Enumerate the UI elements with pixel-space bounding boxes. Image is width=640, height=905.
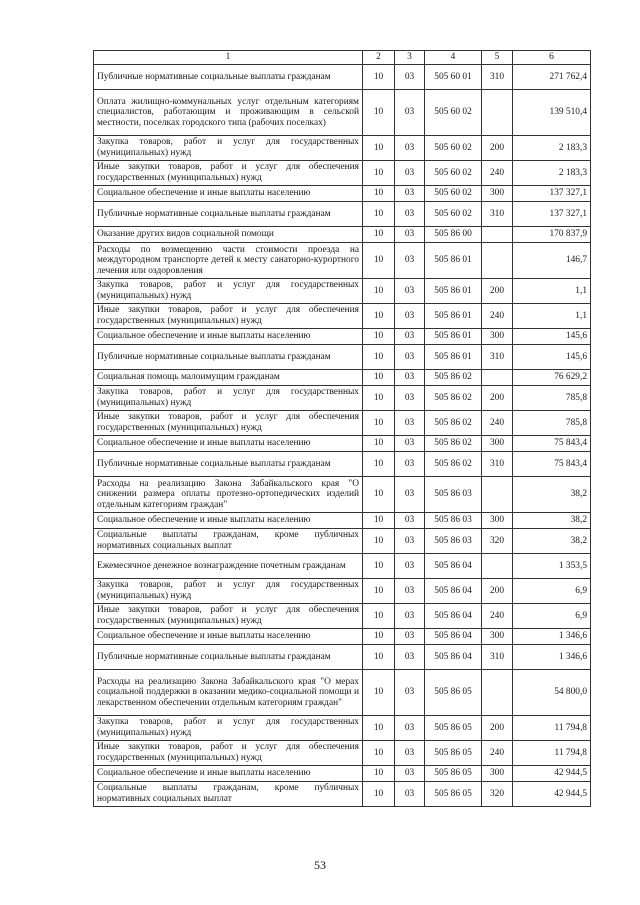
subsection-code: 03 [395,645,425,670]
column-header-5: 5 [482,51,513,65]
target-article-code: 505 60 01 [425,65,482,90]
subsection-code: 03 [395,579,425,604]
table-row [94,329,591,345]
row-description: Ежемесячное денежное вознаграждение почетным гражданам [94,554,363,579]
expense-type-code: 300 [482,329,513,345]
section-code: 10 [363,513,395,529]
table-row [94,604,591,629]
table-row [94,304,591,329]
section-code: 10 [363,554,395,579]
target-article-code: 505 60 02 [425,202,482,227]
table-row [94,370,591,386]
amount-value: 75 843,4 [513,436,591,452]
target-article-code: 505 86 05 [425,766,482,782]
expense-type-code: 310 [482,452,513,477]
expense-type-code: 200 [482,136,513,161]
subsection-code: 03 [395,161,425,186]
target-article-code: 505 86 02 [425,411,482,436]
column-header-2: 2 [363,51,395,65]
row-description: Расходы по возмещению части стоимости проезда на междугородном транспорте детей к месту санаторно-курортного лечения или оздоровления [94,243,363,279]
expense-type-code: 320 [482,529,513,554]
section-code: 10 [363,186,395,202]
section-code: 10 [363,161,395,186]
section-code: 10 [363,136,395,161]
subsection-code: 03 [395,370,425,386]
row-description: Закупка товаров, работ и услуг для государственных (муниципальных) нужд [94,279,363,304]
expense-type-code: 310 [482,65,513,90]
row-description: Социальная помощь малоимущим гражданам [94,370,363,386]
amount-value: 76 629,2 [513,370,591,386]
expense-type-code: 300 [482,436,513,452]
table-row [94,645,591,670]
table-body [94,65,591,807]
section-code: 10 [363,345,395,370]
row-description: Закупка товаров, работ и услуг для государственных (муниципальных) нужд [94,386,363,411]
column-header-4: 4 [425,51,482,65]
section-code: 10 [363,304,395,329]
section-code: 10 [363,90,395,136]
amount-value: 38,2 [513,529,591,554]
amount-value: 2 183,3 [513,161,591,186]
subsection-code: 03 [395,782,425,807]
amount-value: 38,2 [513,477,591,513]
target-article-code: 505 86 05 [425,716,482,741]
expense-type-code [482,90,513,136]
amount-value: 75 843,4 [513,452,591,477]
subsection-code: 03 [395,554,425,579]
amount-value: 2 183,3 [513,136,591,161]
expense-type-code [482,370,513,386]
expense-type-code: 200 [482,386,513,411]
row-description: Социальное обеспечение и иные выплаты населению [94,766,363,782]
amount-value: 145,6 [513,329,591,345]
table-row [94,477,591,513]
target-article-code: 505 86 02 [425,452,482,477]
column-header-6: 6 [513,51,591,65]
table-row [94,411,591,436]
table-row [94,452,591,477]
section-code: 10 [363,629,395,645]
table-row [94,161,591,186]
table-row [94,741,591,766]
target-article-code: 505 86 04 [425,579,482,604]
table-row [94,279,591,304]
section-code: 10 [363,579,395,604]
target-article-code: 505 86 05 [425,741,482,766]
expense-type-code: 300 [482,766,513,782]
row-description: Закупка товаров, работ и услуг для государственных (муниципальных) нужд [94,136,363,161]
subsection-code: 03 [395,513,425,529]
table-row [94,243,591,279]
subsection-code: 03 [395,716,425,741]
subsection-code: 03 [395,529,425,554]
subsection-code: 03 [395,452,425,477]
row-description: Расходы на реализацию Закона Забайкальского края "О мерах социальной поддержки в оказании медико-социальной помощи и лекарственном обеспечении отдельным категориям граждан" [94,670,363,716]
row-description: Публичные нормативные социальные выплаты гражданам [94,202,363,227]
row-description: Публичные нормативные социальные выплаты гражданам [94,345,363,370]
row-description: Социальное обеспечение и иные выплаты населению [94,186,363,202]
target-article-code: 505 86 01 [425,243,482,279]
table-row [94,186,591,202]
row-description: Иные закупки товаров, работ и услуг для обеспечения государственных (муниципальных) нужд [94,411,363,436]
amount-value: 1,1 [513,304,591,329]
subsection-code: 03 [395,411,425,436]
expense-type-code: 200 [482,716,513,741]
section-code: 10 [363,452,395,477]
expense-type-code: 200 [482,279,513,304]
section-code: 10 [363,411,395,436]
amount-value: 1 346,6 [513,645,591,670]
subsection-code: 03 [395,227,425,243]
amount-value: 6,9 [513,579,591,604]
subsection-code: 03 [395,329,425,345]
target-article-code: 505 86 04 [425,554,482,579]
row-description: Оплата жилищно-коммунальных услуг отдельным категориям специалистов, работающим и проживающим в сельской местности, поселках городского типа (рабочих поселках) [94,90,363,136]
amount-value: 785,8 [513,411,591,436]
expense-type-code: 240 [482,604,513,629]
expense-type-code [482,670,513,716]
expense-type-code: 320 [482,782,513,807]
subsection-code: 03 [395,90,425,136]
table-row [94,529,591,554]
table-row [94,65,591,90]
table-row [94,227,591,243]
table-row [94,579,591,604]
section-code: 10 [363,370,395,386]
subsection-code: 03 [395,766,425,782]
section-code: 10 [363,670,395,716]
section-code: 10 [363,604,395,629]
amount-value: 137 327,1 [513,186,591,202]
expense-type-code: 200 [482,579,513,604]
expense-type-code: 240 [482,304,513,329]
subsection-code: 03 [395,477,425,513]
subsection-code: 03 [395,243,425,279]
subsection-code: 03 [395,279,425,304]
table-row [94,782,591,807]
expense-type-code: 310 [482,645,513,670]
section-code: 10 [363,782,395,807]
section-code: 10 [363,477,395,513]
row-description: Публичные нормативные социальные выплаты гражданам [94,645,363,670]
target-article-code: 505 86 01 [425,304,482,329]
amount-value: 170 837,9 [513,227,591,243]
table-row [94,670,591,716]
row-description: Публичные нормативные социальные выплаты гражданам [94,65,363,90]
table-row [94,202,591,227]
page-number: 53 [314,858,326,872]
section-code: 10 [363,716,395,741]
section-code: 10 [363,386,395,411]
row-description: Иные закупки товаров, работ и услуг для обеспечения государственных (муниципальных) нужд [94,741,363,766]
expense-type-code [482,477,513,513]
section-code: 10 [363,243,395,279]
subsection-code: 03 [395,670,425,716]
expense-type-code [482,554,513,579]
column-header-3: 3 [395,51,425,65]
table-row [94,386,591,411]
table-row [94,513,591,529]
target-article-code: 505 60 02 [425,90,482,136]
target-article-code: 505 86 04 [425,645,482,670]
row-description: Социальное обеспечение и иные выплаты населению [94,436,363,452]
target-article-code: 505 86 04 [425,629,482,645]
table-row [94,136,591,161]
amount-value: 42 944,5 [513,782,591,807]
target-article-code: 505 86 02 [425,370,482,386]
subsection-code: 03 [395,345,425,370]
row-description: Социальное обеспечение и иные выплаты населению [94,513,363,529]
section-code: 10 [363,227,395,243]
target-article-code: 505 86 03 [425,529,482,554]
section-code: 10 [363,279,395,304]
section-code: 10 [363,65,395,90]
amount-value: 1 346,6 [513,629,591,645]
expense-type-code: 300 [482,186,513,202]
target-article-code: 505 86 05 [425,670,482,716]
subsection-code: 03 [395,136,425,161]
row-description: Иные закупки товаров, работ и услуг для обеспечения государственных (муниципальных) нужд [94,604,363,629]
row-description: Публичные нормативные социальные выплаты гражданам [94,452,363,477]
expense-type-code: 300 [482,629,513,645]
row-description: Социальные выплаты гражданам, кроме публичных нормативных социальных выплат [94,529,363,554]
row-description: Расходы на реализацию Закона Забайкальского края "О снижении размера оплаты протезно-ортопедических изделий отдельным категориям граждан" [94,477,363,513]
table-row [94,436,591,452]
amount-value: 145,6 [513,345,591,370]
expense-type-code: 240 [482,411,513,436]
target-article-code: 505 86 02 [425,386,482,411]
table-row [94,345,591,370]
target-article-code: 505 86 01 [425,279,482,304]
row-description: Оказание других видов социальной помощи [94,227,363,243]
target-article-code: 505 86 03 [425,513,482,529]
row-description: Иные закупки товаров, работ и услуг для обеспечения государственных (муниципальных) нужд [94,161,363,186]
subsection-code: 03 [395,436,425,452]
subsection-code: 03 [395,202,425,227]
subsection-code: 03 [395,604,425,629]
table-row [94,766,591,782]
budget-table-container [93,50,590,807]
expense-type-code: 240 [482,161,513,186]
section-code: 10 [363,741,395,766]
subsection-code: 03 [395,629,425,645]
budget-table [93,50,591,807]
amount-value: 11 794,8 [513,716,591,741]
subsection-code: 03 [395,741,425,766]
target-article-code: 505 60 02 [425,186,482,202]
expense-type-code: 300 [482,513,513,529]
target-article-code: 505 60 02 [425,161,482,186]
row-description: Социальное обеспечение и иные выплаты населению [94,629,363,645]
amount-value: 38,2 [513,513,591,529]
section-code: 10 [363,529,395,554]
target-article-code: 505 86 00 [425,227,482,243]
amount-value: 54 800,0 [513,670,591,716]
expense-type-code [482,227,513,243]
expense-type-code: 310 [482,345,513,370]
column-header-1: 1 [94,51,363,65]
table-row [94,90,591,136]
target-article-code: 505 86 03 [425,477,482,513]
table-row [94,716,591,741]
subsection-code: 03 [395,386,425,411]
table-row [94,554,591,579]
section-code: 10 [363,329,395,345]
table-row [94,629,591,645]
target-article-code: 505 86 05 [425,782,482,807]
amount-value: 11 794,8 [513,741,591,766]
amount-value: 139 510,4 [513,90,591,136]
row-description: Социальные выплаты гражданам, кроме публичных нормативных социальных выплат [94,782,363,807]
expense-type-code [482,243,513,279]
section-code: 10 [363,202,395,227]
target-article-code: 505 60 02 [425,136,482,161]
amount-value: 1,1 [513,279,591,304]
amount-value: 42 944,5 [513,766,591,782]
amount-value: 271 762,4 [513,65,591,90]
subsection-code: 03 [395,65,425,90]
expense-type-code: 310 [482,202,513,227]
target-article-code: 505 86 02 [425,436,482,452]
section-code: 10 [363,436,395,452]
subsection-code: 03 [395,304,425,329]
subsection-code: 03 [395,186,425,202]
section-code: 10 [363,766,395,782]
row-description: Закупка товаров, работ и услуг для государственных (муниципальных) нужд [94,579,363,604]
target-article-code: 505 86 01 [425,329,482,345]
row-description: Социальное обеспечение и иные выплаты населению [94,329,363,345]
row-description: Закупка товаров, работ и услуг для государственных (муниципальных) нужд [94,716,363,741]
amount-value: 146,7 [513,243,591,279]
section-code: 10 [363,645,395,670]
target-article-code: 505 86 01 [425,345,482,370]
target-article-code: 505 86 04 [425,604,482,629]
table-header-row [94,51,591,65]
amount-value: 785,8 [513,386,591,411]
expense-type-code: 240 [482,741,513,766]
row-description: Иные закупки товаров, работ и услуг для обеспечения государственных (муниципальных) нужд [94,304,363,329]
amount-value: 137 327,1 [513,202,591,227]
amount-value: 6,9 [513,604,591,629]
amount-value: 1 353,5 [513,554,591,579]
